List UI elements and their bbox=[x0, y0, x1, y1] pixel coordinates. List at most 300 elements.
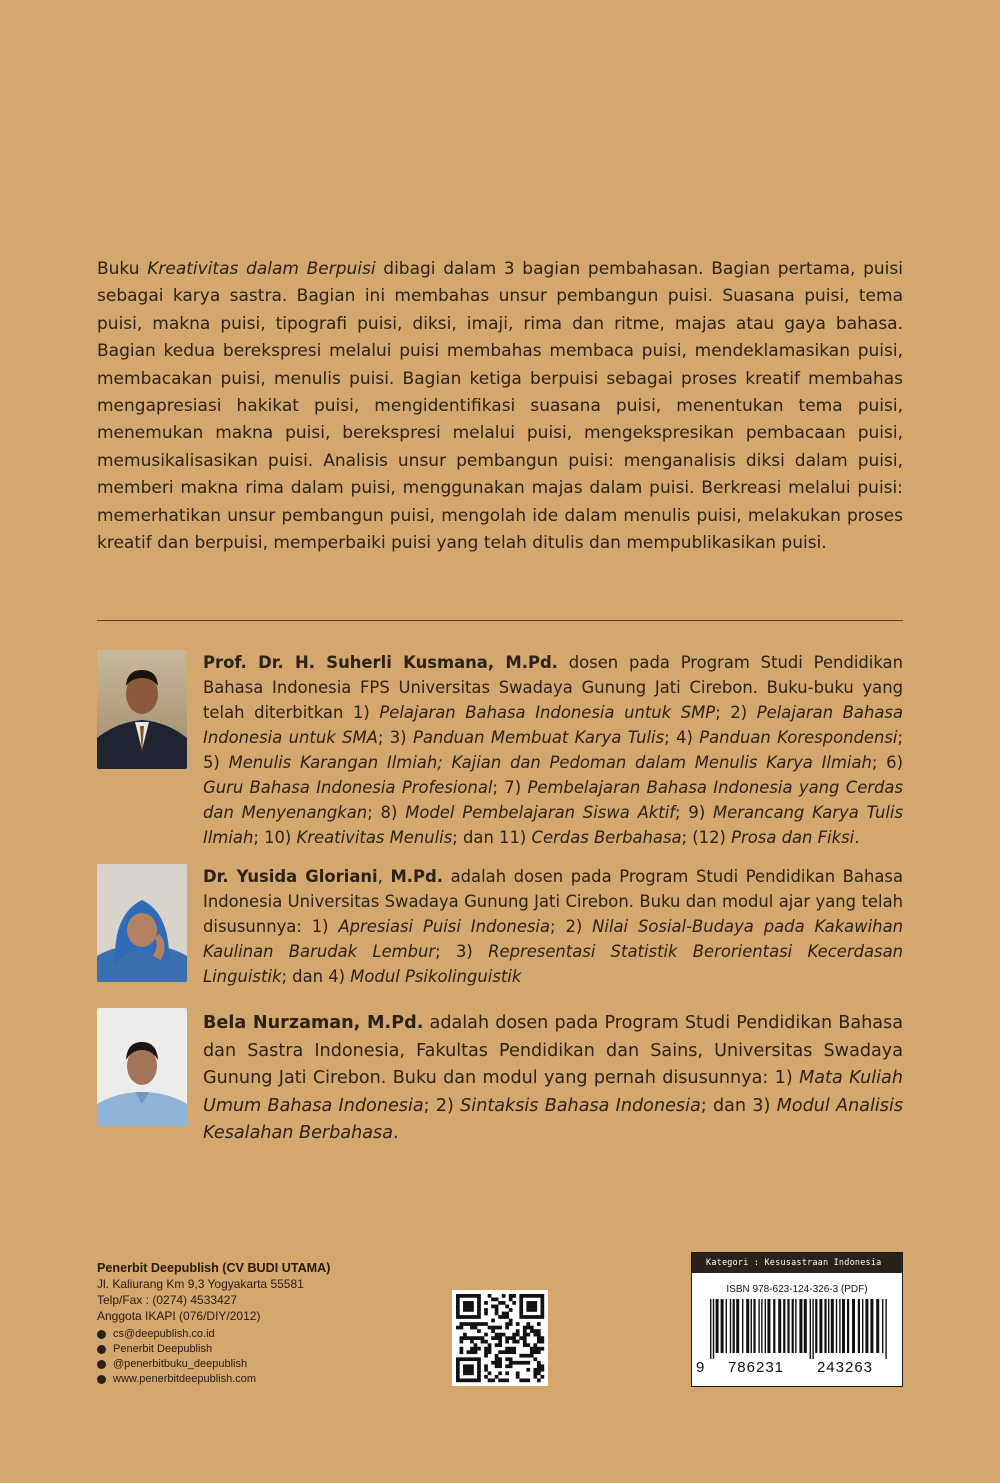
qr-module bbox=[516, 1340, 520, 1344]
qr-module bbox=[509, 1336, 513, 1340]
qr-module bbox=[526, 1308, 530, 1312]
qr-module bbox=[498, 1326, 502, 1330]
qr-module bbox=[477, 1329, 481, 1333]
qr-module bbox=[519, 1305, 523, 1309]
qr-module bbox=[477, 1336, 481, 1340]
qr-module bbox=[526, 1368, 530, 1372]
qr-module bbox=[467, 1350, 471, 1354]
barcode-bar bbox=[847, 1299, 849, 1353]
qr-module bbox=[491, 1326, 495, 1330]
qr-module bbox=[502, 1333, 506, 1337]
qr-module bbox=[519, 1298, 523, 1302]
qr-module bbox=[509, 1357, 513, 1361]
qr-module bbox=[509, 1308, 513, 1312]
barcode-bar bbox=[882, 1299, 883, 1353]
author-photo-1 bbox=[97, 650, 187, 769]
author-name: Prof. Dr. H. Suherli Kusmana, M.Pd. bbox=[203, 653, 558, 672]
qr-module bbox=[519, 1354, 523, 1358]
qr-module bbox=[463, 1308, 467, 1312]
qr-module bbox=[498, 1361, 502, 1365]
qr-module bbox=[477, 1361, 481, 1365]
qr-module bbox=[502, 1312, 506, 1316]
qr-module bbox=[509, 1361, 513, 1365]
barcode-bar bbox=[758, 1299, 759, 1353]
qr-module bbox=[460, 1326, 464, 1330]
qr-module bbox=[498, 1333, 502, 1337]
qr-module bbox=[474, 1322, 478, 1326]
qr-module bbox=[512, 1301, 516, 1305]
synopsis-text: Buku bbox=[97, 259, 148, 279]
publisher-address: Jl. Kaliurang Km 9,3 Yogyakarta 55581 bbox=[97, 1277, 304, 1291]
qr-module bbox=[477, 1315, 481, 1319]
qr-module bbox=[456, 1361, 460, 1365]
qr-module bbox=[477, 1375, 481, 1379]
barcode-bar bbox=[746, 1299, 749, 1353]
qr-module bbox=[526, 1333, 530, 1337]
qr-module bbox=[498, 1364, 502, 1368]
qr-module bbox=[495, 1336, 499, 1340]
qr-module bbox=[470, 1350, 474, 1354]
publisher-ikapi: Anggota IKAPI (076/DIY/2012) bbox=[97, 1309, 261, 1323]
qr-module bbox=[502, 1378, 506, 1382]
qr-module bbox=[463, 1333, 467, 1337]
qr-module bbox=[463, 1378, 467, 1382]
qr-module bbox=[456, 1368, 460, 1372]
isbn-box bbox=[691, 1252, 903, 1387]
qr-module bbox=[488, 1347, 492, 1351]
qr-module bbox=[516, 1329, 520, 1333]
qr-module bbox=[502, 1294, 506, 1298]
barcode-bar bbox=[778, 1299, 781, 1353]
qr-module bbox=[474, 1336, 478, 1340]
qr-module bbox=[477, 1308, 481, 1312]
qr-module bbox=[498, 1301, 502, 1305]
qr-module bbox=[523, 1329, 527, 1333]
qr-module bbox=[491, 1336, 495, 1340]
qr-module bbox=[456, 1378, 460, 1382]
qr-module bbox=[537, 1347, 541, 1351]
qr-module bbox=[470, 1357, 474, 1361]
qr-module bbox=[526, 1354, 530, 1358]
qr-module bbox=[498, 1315, 502, 1319]
qr-module bbox=[540, 1312, 544, 1316]
qr-module bbox=[533, 1371, 537, 1375]
qr-module bbox=[460, 1350, 464, 1354]
barcode bbox=[708, 1299, 888, 1359]
qr-module bbox=[467, 1336, 471, 1340]
qr-module bbox=[477, 1364, 481, 1368]
qr-module bbox=[456, 1298, 460, 1302]
qr-module bbox=[540, 1336, 544, 1340]
qr-module bbox=[495, 1354, 499, 1358]
qr-module bbox=[526, 1361, 530, 1365]
qr-module bbox=[474, 1347, 478, 1351]
qr-module bbox=[463, 1294, 467, 1298]
qr-module bbox=[460, 1336, 464, 1340]
qr-module bbox=[484, 1308, 488, 1312]
qr-module bbox=[540, 1305, 544, 1309]
qr-module bbox=[533, 1294, 537, 1298]
qr-module bbox=[456, 1375, 460, 1379]
qr-module bbox=[470, 1294, 474, 1298]
qr-module bbox=[456, 1308, 460, 1312]
qr-module bbox=[456, 1312, 460, 1316]
barcode-bar bbox=[742, 1299, 743, 1353]
qr-module bbox=[491, 1378, 495, 1382]
qr-module bbox=[488, 1350, 492, 1354]
qr-module bbox=[474, 1357, 478, 1361]
barcode-bar bbox=[787, 1299, 789, 1353]
qr-module bbox=[470, 1322, 474, 1326]
qr-module bbox=[512, 1340, 516, 1344]
qr-module bbox=[509, 1298, 513, 1302]
qr-module bbox=[470, 1336, 474, 1340]
qr-module bbox=[540, 1298, 544, 1302]
qr-module bbox=[495, 1308, 499, 1312]
barcode-bar bbox=[819, 1299, 822, 1353]
book-title: Kreativitas dalam Berpuisi bbox=[147, 259, 376, 279]
qr-module bbox=[470, 1371, 474, 1375]
qr-module bbox=[477, 1347, 481, 1351]
qr-module bbox=[456, 1301, 460, 1305]
qr-module bbox=[477, 1322, 481, 1326]
barcode-bar bbox=[799, 1299, 802, 1353]
qr-module bbox=[523, 1315, 527, 1319]
synopsis-paragraph bbox=[97, 256, 903, 557]
qr-module bbox=[463, 1305, 467, 1309]
barcode-bar bbox=[736, 1299, 739, 1353]
qr-module bbox=[516, 1322, 520, 1326]
qr-module bbox=[488, 1343, 492, 1347]
qr-module bbox=[488, 1294, 492, 1298]
qr-module bbox=[519, 1336, 523, 1340]
qr-module bbox=[488, 1371, 492, 1375]
author-bio-3: Bela Nurzaman, M.Pd. adalah dosen pada Program Studi Pendidikan Bahasa dan Sastra Indonesia, Fakultas Pendidikan dan Sains, Universitas Swadaya Gunung Jati Cirebon. Buku dan modul yang pernah disusunnya: 1) Mata Kuliah Umum Bahasa Indonesia; 2) Sintaksis Bahasa Indonesia; dan 3) Modul Analisis Kesalahan Berbahasa. bbox=[203, 1013, 903, 1143]
qr-module bbox=[537, 1329, 541, 1333]
qr-module bbox=[467, 1371, 471, 1375]
qr-module bbox=[523, 1354, 527, 1358]
qr-module bbox=[509, 1350, 513, 1354]
qr-module bbox=[530, 1354, 534, 1358]
qr-module bbox=[509, 1319, 513, 1323]
qr-module bbox=[474, 1350, 478, 1354]
barcode-bar bbox=[876, 1299, 879, 1353]
qr-module bbox=[537, 1350, 541, 1354]
contact-instagram[interactable]: @penerbitbuku_deepublish bbox=[97, 1357, 417, 1372]
qr-module bbox=[540, 1340, 544, 1344]
category-label: Kategori : Kesusastraan Indonesia bbox=[692, 1253, 902, 1273]
contact-email[interactable]: cs@deepublish.co.id bbox=[97, 1327, 417, 1342]
qr-module bbox=[477, 1305, 481, 1309]
qr-module bbox=[477, 1371, 481, 1375]
qr-module bbox=[470, 1340, 474, 1344]
qr-module bbox=[509, 1294, 513, 1298]
qr-module bbox=[484, 1347, 488, 1351]
qr-module bbox=[470, 1368, 474, 1372]
qr-module bbox=[470, 1301, 474, 1305]
barcode-bar bbox=[852, 1299, 855, 1353]
barcode-bar bbox=[858, 1299, 860, 1353]
qr-module bbox=[470, 1315, 474, 1319]
publisher-info bbox=[97, 1260, 417, 1387]
web-icon bbox=[97, 1375, 106, 1384]
qr-module bbox=[512, 1294, 516, 1298]
qr-module bbox=[456, 1305, 460, 1309]
qr-module bbox=[523, 1333, 527, 1337]
qr-module bbox=[495, 1312, 499, 1316]
qr-module bbox=[456, 1315, 460, 1319]
qr-module bbox=[484, 1322, 488, 1326]
barcode-bar bbox=[865, 1299, 868, 1353]
qr-module bbox=[460, 1378, 464, 1382]
barcode-bar bbox=[842, 1299, 845, 1353]
qr-module bbox=[533, 1329, 537, 1333]
qr-module bbox=[537, 1364, 541, 1368]
barcode-bar bbox=[730, 1299, 731, 1353]
qr-module bbox=[505, 1340, 509, 1344]
qr-module bbox=[460, 1294, 464, 1298]
qr-module bbox=[502, 1350, 506, 1354]
qr-module bbox=[533, 1308, 537, 1312]
qr-module bbox=[488, 1326, 492, 1330]
qr-module bbox=[474, 1343, 478, 1347]
qr-module bbox=[456, 1294, 460, 1298]
qr-module bbox=[498, 1336, 502, 1340]
barcode-bar bbox=[810, 1299, 811, 1359]
qr-module bbox=[488, 1378, 492, 1382]
qr-module bbox=[495, 1326, 499, 1330]
qr-module bbox=[519, 1294, 523, 1298]
author-photo-2 bbox=[97, 864, 187, 982]
barcode-bar bbox=[773, 1299, 775, 1353]
contact-facebook[interactable]: Penerbit Deepublish bbox=[97, 1342, 417, 1357]
qr-module bbox=[505, 1378, 509, 1382]
qr-module bbox=[470, 1364, 474, 1368]
qr-module bbox=[495, 1375, 499, 1379]
barcode-bar bbox=[765, 1299, 766, 1353]
qr-module bbox=[526, 1315, 530, 1319]
qr-module bbox=[470, 1305, 474, 1309]
qr-module bbox=[474, 1326, 478, 1330]
qr-module bbox=[516, 1371, 520, 1375]
qr-module bbox=[523, 1361, 527, 1365]
qr-module bbox=[484, 1333, 488, 1337]
qr-module bbox=[498, 1350, 502, 1354]
qr-module bbox=[526, 1343, 530, 1347]
barcode-bar bbox=[753, 1299, 755, 1353]
qr-module bbox=[456, 1357, 460, 1361]
qr-module bbox=[540, 1375, 544, 1379]
qr-module bbox=[467, 1322, 471, 1326]
barcode-digits: 9 786231 243263 bbox=[696, 1359, 874, 1376]
author-name: Bela Nurzaman, M.Pd. bbox=[203, 1013, 424, 1033]
barcode-bar bbox=[804, 1299, 807, 1353]
qr-module bbox=[533, 1375, 537, 1379]
qr-module bbox=[467, 1357, 471, 1361]
qr-module bbox=[484, 1312, 488, 1316]
qr-module bbox=[502, 1301, 506, 1305]
qr-module bbox=[484, 1368, 488, 1372]
qr-module bbox=[484, 1354, 488, 1358]
qr-module bbox=[516, 1333, 520, 1337]
contact-website[interactable]: www.penerbitdeepublish.com bbox=[97, 1372, 417, 1387]
qr-module bbox=[481, 1322, 485, 1326]
barcode-bar bbox=[862, 1299, 863, 1353]
qr-module bbox=[495, 1343, 499, 1347]
barcode-bar bbox=[831, 1299, 834, 1353]
qr-module bbox=[505, 1350, 509, 1354]
qr-module bbox=[495, 1298, 499, 1302]
qr-module bbox=[467, 1301, 471, 1305]
author-bio-1: Prof. Dr. H. Suherli Kusmana, M.Pd. dosen pada Program Studi Pendidikan Bahasa Indonesia FPS Universitas Swadaya Gunung Jati Cirebon. Buku-buku yang telah diterbitkan 1) Pelajaran Bahasa Indonesia untuk SMP; 2) Pelajaran Bahasa Indonesia untuk SMA; 3) Panduan Membuat Karya Tulis; 4) Panduan Korespondensi; 5) Menulis Karangan Ilmiah; Kajian dan Pedoman dalam Menulis Karya Ilmiah; 6) Guru Bahasa Indonesia Profesional; 7) Pembelajaran Bahasa Indonesia yang Cerdas dan Menyenangkan; 8) Model Pembelajaran Siswa Aktif; 9) Merancang Karya Tulis Ilmiah; 10) Kreativitas Menulis; dan 11) Cerdas Berbahasa; (12) Prosa dan Fiksi. bbox=[203, 653, 904, 847]
qr-module bbox=[484, 1301, 488, 1305]
qr-module bbox=[540, 1308, 544, 1312]
qr-module bbox=[477, 1301, 481, 1305]
qr-module bbox=[530, 1350, 534, 1354]
barcode-bar bbox=[783, 1299, 785, 1353]
barcode-bar bbox=[836, 1299, 837, 1353]
qr-module bbox=[505, 1336, 509, 1340]
barcode-bar bbox=[767, 1299, 770, 1353]
qr-module bbox=[512, 1350, 516, 1354]
qr-module bbox=[477, 1357, 481, 1361]
qr-module bbox=[540, 1347, 544, 1351]
qr-module bbox=[537, 1333, 541, 1337]
qr-module bbox=[470, 1326, 474, 1330]
qr-module bbox=[533, 1357, 537, 1361]
qr-module bbox=[491, 1305, 495, 1309]
barcode-bar bbox=[828, 1299, 829, 1353]
isbn-text: ISBN 978-623-124-326-3 (PDF) bbox=[726, 1284, 868, 1295]
qr-module bbox=[470, 1378, 474, 1382]
qr-module bbox=[498, 1340, 502, 1344]
qr-module bbox=[491, 1329, 495, 1333]
qr-module bbox=[512, 1333, 516, 1337]
facebook-icon bbox=[97, 1345, 106, 1354]
qr-module bbox=[540, 1315, 544, 1319]
qr-module bbox=[502, 1315, 506, 1319]
qr-module bbox=[523, 1378, 527, 1382]
qr-module bbox=[505, 1312, 509, 1316]
qr-module bbox=[467, 1308, 471, 1312]
qr-module bbox=[537, 1315, 541, 1319]
qr-module bbox=[456, 1371, 460, 1375]
qr-module bbox=[537, 1378, 541, 1382]
qr-module bbox=[467, 1364, 471, 1368]
qr-module bbox=[505, 1305, 509, 1309]
qr-code[interactable] bbox=[452, 1290, 548, 1386]
qr-module bbox=[537, 1322, 541, 1326]
qr-module bbox=[530, 1347, 534, 1351]
divider bbox=[97, 620, 903, 621]
author-name: Dr. Yusida Gloriani bbox=[203, 867, 378, 886]
qr-module bbox=[467, 1368, 471, 1372]
qr-module bbox=[463, 1322, 467, 1326]
qr-module bbox=[495, 1361, 499, 1365]
barcode-bar bbox=[812, 1299, 813, 1359]
qr-module bbox=[537, 1336, 541, 1340]
barcode-bar bbox=[795, 1299, 796, 1353]
qr-module bbox=[533, 1368, 537, 1372]
qr-module bbox=[463, 1368, 467, 1372]
barcode-bar bbox=[761, 1299, 762, 1353]
barcode-bar bbox=[710, 1299, 711, 1359]
qr-module bbox=[530, 1315, 534, 1319]
qr-module bbox=[484, 1375, 488, 1379]
qr-module bbox=[460, 1347, 464, 1351]
qr-module bbox=[537, 1340, 541, 1344]
qr-module bbox=[474, 1315, 478, 1319]
qr-module bbox=[463, 1357, 467, 1361]
qr-module bbox=[519, 1378, 523, 1382]
qr-module bbox=[477, 1368, 481, 1372]
barcode-bar bbox=[824, 1299, 826, 1353]
qr-module bbox=[530, 1294, 534, 1298]
qr-module bbox=[481, 1336, 485, 1340]
publisher-name: Penerbit Deepublish (CV BUDI UTAMA) bbox=[97, 1261, 331, 1275]
qr-module bbox=[526, 1378, 530, 1382]
qr-module bbox=[474, 1378, 478, 1382]
qr-module bbox=[498, 1343, 502, 1347]
qr-module bbox=[537, 1294, 541, 1298]
barcode-bar bbox=[721, 1299, 724, 1353]
qr-module bbox=[477, 1378, 481, 1382]
qr-module bbox=[463, 1301, 467, 1305]
qr-module bbox=[512, 1361, 516, 1365]
qr-module bbox=[505, 1357, 509, 1361]
qr-module bbox=[467, 1294, 471, 1298]
qr-module bbox=[505, 1364, 509, 1368]
qr-module bbox=[519, 1315, 523, 1319]
qr-module bbox=[530, 1326, 534, 1330]
qr-module bbox=[533, 1305, 537, 1309]
qr-module bbox=[498, 1357, 502, 1361]
qr-module bbox=[533, 1343, 537, 1347]
email-icon bbox=[97, 1330, 106, 1339]
author-photo-3 bbox=[97, 1008, 187, 1126]
qr-module bbox=[516, 1375, 520, 1379]
qr-module bbox=[491, 1319, 495, 1323]
qr-module bbox=[505, 1326, 509, 1330]
barcode-bar bbox=[716, 1299, 719, 1353]
qr-module bbox=[463, 1371, 467, 1375]
qr-module bbox=[523, 1336, 527, 1340]
publisher-phone: Telp/Fax : (0274) 4533427 bbox=[97, 1293, 238, 1307]
qr-module bbox=[519, 1301, 523, 1305]
qr-module bbox=[540, 1301, 544, 1305]
qr-module bbox=[474, 1294, 478, 1298]
qr-module bbox=[537, 1361, 541, 1365]
qr-module bbox=[467, 1378, 471, 1382]
qr-module bbox=[460, 1340, 464, 1344]
qr-module bbox=[484, 1340, 488, 1344]
qr-module bbox=[484, 1364, 488, 1368]
qr-module bbox=[512, 1347, 516, 1351]
qr-module bbox=[498, 1371, 502, 1375]
qr-module bbox=[523, 1294, 527, 1298]
qr-module bbox=[530, 1329, 534, 1333]
qr-module bbox=[530, 1305, 534, 1309]
qr-module bbox=[519, 1361, 523, 1365]
qr-module bbox=[463, 1364, 467, 1368]
author-bio-2: Dr. Yusida Gloriani, M.Pd. adalah dosen pada Program Studi Pendidikan Bahasa Indonesia Universitas Swadaya Gunung Jati Cirebon. Buku dan modul ajar yang telah disusunnya: 1) Apresiasi Puisi Indonesia; 2) Nilai Sosial-Budaya pada Kakawihan Kaulinan Barudak Lembur; 3) Representasi Statistik Berorientasi Kecerdasan Linguistik; dan 4) Modul Psikolinguistik bbox=[203, 867, 904, 986]
qr-module bbox=[519, 1312, 523, 1316]
qr-module bbox=[456, 1364, 460, 1368]
qr-module bbox=[526, 1301, 530, 1305]
synopsis-text: dibagi dalam 3 bagian pembahasan. Bagian pertama, puisi sebagai karya sastra. Bagian ini membahas unsur pembangun puisi. Suasana puisi, tema puisi, makna puisi, tipografi puisi, diksi, imaji, rima dan ritme, majas atau gaya bahasa. Bagian kedua berekspresi melalui puisi membahas membaca puisi, mendeklamasikan puisi, membacakan puisi, menulis puisi. Bagian ketiga berpuisi sebagai proses kreatif membahas mengapresiasi hakikat puisi, mengidentifikasi suasana puisi, menentukan tema puisi, menemukan makna puisi, berekspresi melalui puisi, mengekspresikan pembacaan puisi, memusikalisasikan puisi. Analisis unsur pembangun puisi: menganalisis diksi dalam puisi, memberi makna rima dalam puisi, menggunakan majas dalam puisi. Berkreasi melalui puisi: memerhatikan unsur pembangun puisi, mengolah ide dalam menulis puisi, melakukan proses kreatif dan berpuisi, memperbaiki puisi yang telah ditulis dan mempublikasikan puisi. bbox=[97, 259, 903, 554]
qr-module bbox=[467, 1315, 471, 1319]
qr-module bbox=[470, 1347, 474, 1351]
